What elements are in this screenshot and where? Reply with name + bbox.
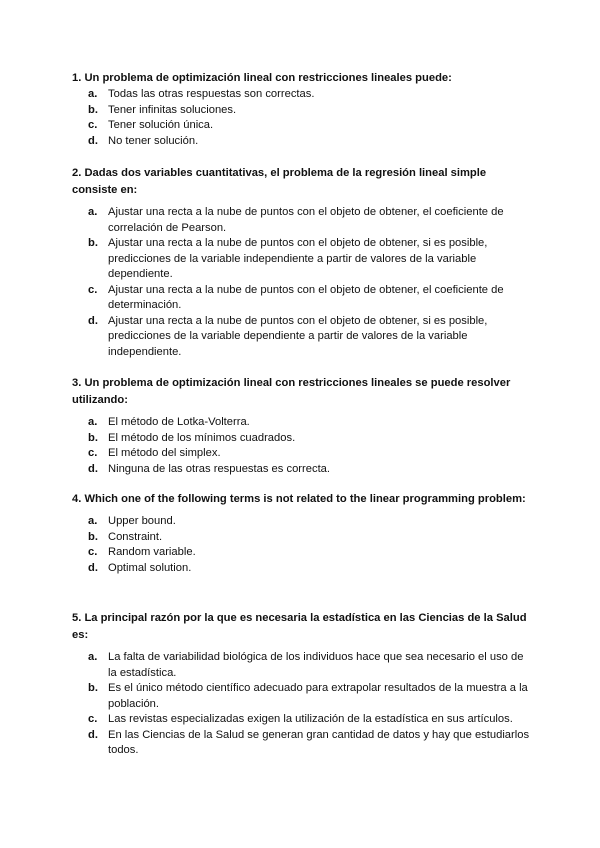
option-a — [72, 514, 532, 530]
option-c — [72, 118, 532, 134]
option-c — [72, 712, 532, 728]
option-letter: d. — [88, 134, 98, 147]
option-letter: c. — [88, 546, 98, 558]
option-letter: a. — [88, 651, 98, 663]
question-text: 1. Un problema de optimización lineal con restricciones lineales puede: — [72, 72, 452, 84]
option-text: No tener solución. — [108, 134, 199, 147]
option-letter: d. — [88, 462, 98, 475]
option-letter: a. — [88, 416, 98, 428]
question-text: 2. Dadas dos variables cuantitativas, el problema de la regresión lineal simple consiste en: — [72, 167, 487, 196]
option-text: Ajustar una recta a la nube de puntos con el objeto de obtener, el coeficiente de correlación de Pearson. — [108, 206, 504, 234]
option-letter: a. — [88, 515, 98, 527]
option-letter: c. — [88, 713, 98, 725]
option-a — [72, 87, 532, 103]
option-d — [72, 462, 532, 478]
option-text: Tener infinitas soluciones. — [108, 103, 237, 116]
option-text: Las revistas especializadas exigen la utilización de la estadística en sus artículos. — [108, 713, 513, 725]
option-text: Ajustar una recta a la nube de puntos con el objeto de obtener, el coeficiente de determinación. — [108, 283, 504, 311]
options-list — [72, 514, 532, 576]
option-letter: b. — [88, 103, 98, 116]
option-letter: c. — [88, 119, 98, 131]
options-list — [72, 87, 532, 149]
option-text: Constraint. — [108, 530, 163, 543]
option-text: El método de Lotka-Volterra. — [108, 416, 250, 428]
option-text: En las Ciencias de la Salud se generan gran cantidad de datos y hay que estudiarlos todos. — [108, 728, 530, 756]
option-letter: a. — [88, 206, 98, 218]
option-letter: b. — [88, 237, 98, 249]
option-b — [72, 530, 532, 546]
option-text: Upper bound. — [108, 515, 176, 527]
option-text: Es el único método científico adecuado para extrapolar resultados de la muestra a la población. — [108, 682, 528, 710]
option-letter: d. — [88, 728, 98, 741]
option-text: Ninguna de las otras respuestas es correcta. — [108, 462, 331, 475]
option-a — [72, 415, 532, 431]
option-letter: a. — [88, 88, 98, 100]
option-letter: b. — [88, 682, 98, 694]
option-letter: b. — [88, 431, 98, 444]
question-1 — [72, 70, 532, 149]
option-letter: c. — [88, 283, 98, 296]
option-text: Random variable. — [108, 546, 196, 558]
option-b — [72, 431, 532, 447]
option-letter: d. — [88, 314, 98, 327]
question-text: 3. Un problema de optimización lineal con restricciones lineales se puede resolver utilizando: — [72, 377, 511, 406]
question-2 — [72, 165, 532, 360]
question-text: 5. La principal razón por la que es necesaria la estadística en las Ciencias de la Salud es: — [72, 612, 527, 641]
option-text: La falta de variabilidad biológica de los individuos hace que sea necesario el uso de la estadística. — [108, 651, 524, 679]
option-c — [72, 283, 532, 314]
question-5 — [72, 610, 532, 759]
option-letter: b. — [88, 530, 98, 543]
options-list — [72, 205, 532, 360]
option-d — [72, 314, 532, 361]
options-list — [72, 650, 532, 759]
option-c — [72, 545, 532, 561]
option-text: Optimal solution. — [108, 561, 192, 574]
option-b — [72, 681, 532, 712]
option-c — [72, 446, 532, 462]
option-text: Ajustar una recta a la nube de puntos con el objeto de obtener, si es posible, predicciones de la variable independiente a partir de valores de la variable dependiente. — [108, 237, 488, 280]
option-text: Todas las otras respuestas son correctas. — [108, 88, 315, 100]
option-b — [72, 236, 532, 283]
question-text: 4. Which one of the following terms is not related to the linear programming problem: — [72, 493, 526, 505]
option-d — [72, 728, 532, 759]
option-d — [72, 134, 532, 150]
option-text: Tener solución única. — [108, 119, 214, 131]
option-a — [72, 650, 532, 681]
option-text: Ajustar una recta a la nube de puntos con el objeto de obtener, si es posible, predicciones de la variable dependiente a partir de valores de la variable independiente. — [108, 314, 488, 358]
options-list — [72, 415, 532, 477]
option-b — [72, 103, 532, 119]
option-letter: d. — [88, 561, 98, 574]
question-4 — [72, 491, 532, 576]
option-letter: c. — [88, 447, 98, 459]
option-d — [72, 561, 532, 577]
option-a — [72, 205, 532, 236]
question-3 — [72, 375, 532, 477]
option-text: El método de los mínimos cuadrados. — [108, 431, 296, 444]
option-text: El método del simplex. — [108, 447, 221, 459]
